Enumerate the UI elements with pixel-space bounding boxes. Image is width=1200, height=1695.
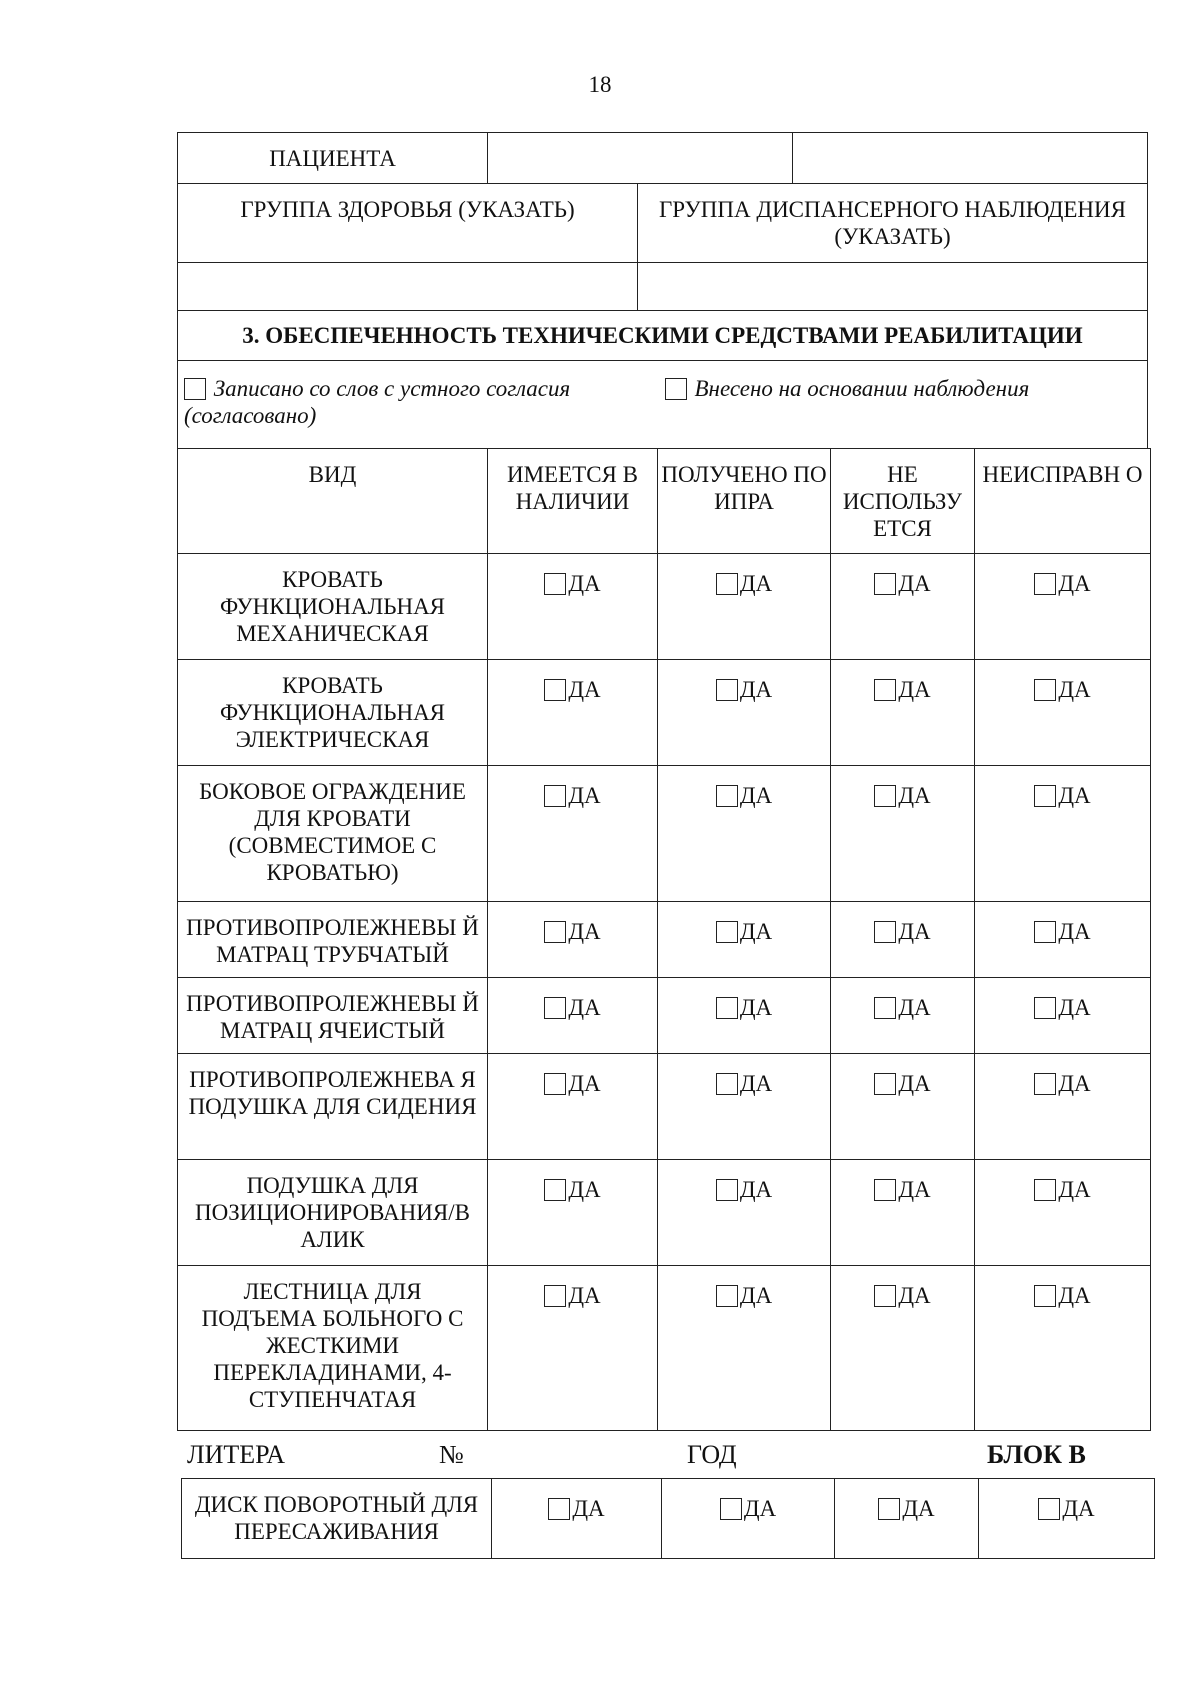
checkbox-received[interactable] xyxy=(716,921,738,943)
yes-label: ДА xyxy=(739,571,773,596)
cell-faulty xyxy=(975,660,1151,766)
consent-observation-checkbox[interactable] xyxy=(665,378,687,400)
yes-label: ДА xyxy=(898,1177,931,1202)
yes-label: ДА xyxy=(1058,677,1091,702)
col-kind: ВИД xyxy=(178,449,488,554)
checkbox-faulty[interactable] xyxy=(1034,921,1056,943)
checkbox-received[interactable] xyxy=(716,1179,738,1201)
cell-available xyxy=(488,1160,658,1266)
checkbox-faulty[interactable] xyxy=(1034,1285,1056,1307)
cell-received xyxy=(658,1054,831,1160)
patient-field-2[interactable] xyxy=(793,133,1148,184)
yes-label: ДА xyxy=(739,995,773,1020)
yes-label: ДА xyxy=(1058,919,1091,944)
yes-label: ДА xyxy=(898,677,931,702)
checkbox-available[interactable] xyxy=(544,997,566,1019)
yes-label: ДА xyxy=(898,995,931,1020)
checkbox-received[interactable] xyxy=(716,573,738,595)
yes-label: ДА xyxy=(1058,995,1091,1020)
patient-label: ПАЦИЕНТА xyxy=(178,133,488,184)
yes-label: ДА xyxy=(739,1071,773,1096)
yes-label: ДА xyxy=(1062,1496,1095,1521)
cell-received xyxy=(658,1266,831,1431)
yes-label: ДА xyxy=(1058,1177,1091,1202)
checkbox-available[interactable] xyxy=(544,921,566,943)
block-b-table xyxy=(181,1478,1155,1559)
checkbox-available[interactable] xyxy=(544,573,566,595)
rehab-row xyxy=(178,1160,1151,1266)
yes-label: ДА xyxy=(739,783,773,808)
yes-label: ДА xyxy=(898,1071,931,1096)
patient-info-table xyxy=(177,132,1148,449)
cell-faulty xyxy=(975,978,1151,1054)
cell-faulty xyxy=(975,1266,1151,1431)
yes-label: ДА xyxy=(568,783,601,808)
checkbox-received[interactable] xyxy=(716,679,738,701)
dispensary-group-field[interactable] xyxy=(638,263,1148,311)
cell-not-used xyxy=(831,902,975,978)
checkbox-available[interactable] xyxy=(544,1179,566,1201)
rehab-row xyxy=(178,554,1151,660)
cell-not-used xyxy=(831,554,975,660)
cell-available xyxy=(488,1266,658,1431)
checkbox-available[interactable] xyxy=(544,1285,566,1307)
cell-received xyxy=(658,1160,831,1266)
col-faulty: НЕИСПРАВН О xyxy=(975,449,1151,554)
rehab-item-name: ПРОТИВОПРОЛЕЖНЕВА Я ПОДУШКА ДЛЯ СИДЕНИЯ xyxy=(178,1054,488,1160)
cell-not-used xyxy=(831,1054,975,1160)
cell-not-used xyxy=(835,1479,979,1559)
cell-not-used xyxy=(831,978,975,1054)
block-label: БЛОК В xyxy=(987,1440,1086,1469)
rehab-item-name: ПРОТИВОПРОЛЕЖНЕВЫ Й МАТРАЦ ЯЧЕИСТЫЙ xyxy=(178,978,488,1054)
cell-not-used xyxy=(831,660,975,766)
cell-received xyxy=(658,902,831,978)
cell-available xyxy=(492,1479,662,1559)
rehab-row xyxy=(178,902,1151,978)
cell-faulty xyxy=(975,902,1151,978)
rehab-item-name: ПОДУШКА ДЛЯ ПОЗИЦИОНИРОВАНИЯ/В АЛИК xyxy=(178,1160,488,1266)
block-b-row xyxy=(182,1479,1155,1559)
cell-available xyxy=(488,766,658,902)
yes-label: ДА xyxy=(1058,783,1091,808)
checkbox-faulty[interactable] xyxy=(1034,785,1056,807)
yes-label: ДА xyxy=(572,1496,605,1521)
cell-available xyxy=(488,978,658,1054)
cell-faulty xyxy=(979,1479,1155,1559)
checkbox-not-used[interactable] xyxy=(874,679,896,701)
rehab-item-name: ЛЕСТНИЦА ДЛЯ ПОДЪЕМА БОЛЬНОГО С ЖЕСТКИМИ ПЕРЕКЛАДИНАМИ, 4-СТУПЕНЧАТАЯ xyxy=(178,1266,488,1431)
checkbox-received[interactable] xyxy=(716,785,738,807)
checkbox-not-used[interactable] xyxy=(874,997,896,1019)
footer-line xyxy=(187,1440,1152,1476)
checkbox-available[interactable] xyxy=(544,785,566,807)
consent-oral-label: Записано со слов с устного согласия xyxy=(213,376,571,401)
yes-label: ДА xyxy=(1058,571,1091,596)
yes-label: ДА xyxy=(568,571,601,596)
checkbox-received[interactable] xyxy=(720,1498,742,1520)
rehab-row xyxy=(178,1266,1151,1431)
cell-available xyxy=(488,1054,658,1160)
checkbox-not-used[interactable] xyxy=(874,573,896,595)
yes-label: ДА xyxy=(568,995,601,1020)
section-title: 3. ОБЕСПЕЧЕННОСТЬ ТЕХНИЧЕСКИМИ СРЕДСТВАМИ РЕАБИЛИТАЦИИ xyxy=(178,311,1148,361)
checkbox-not-used[interactable] xyxy=(878,1498,900,1520)
block-b-item-name: ДИСК ПОВОРОТНЫЙ ДЛЯ ПЕРЕСАЖИВАНИЯ xyxy=(182,1479,492,1559)
block-b-body xyxy=(182,1479,1155,1559)
cell-received xyxy=(662,1479,835,1559)
cell-not-used xyxy=(831,766,975,902)
cell-available xyxy=(488,902,658,978)
checkbox-not-used[interactable] xyxy=(874,1179,896,1201)
col-available: ИМЕЕТСЯ В НАЛИЧИИ xyxy=(488,449,658,554)
yes-label: ДА xyxy=(902,1496,935,1521)
yes-label: ДА xyxy=(1058,1071,1091,1096)
checkbox-faulty[interactable] xyxy=(1034,1073,1056,1095)
col-received: ПОЛУЧЕНО ПО ИПРА xyxy=(658,449,831,554)
rehab-item-name: ПРОТИВОПРОЛЕЖНЕВЫ Й МАТРАЦ ТРУБЧАТЫЙ xyxy=(178,902,488,978)
checkbox-faulty[interactable] xyxy=(1034,1179,1056,1201)
checkbox-available[interactable] xyxy=(544,1073,566,1095)
yes-label: ДА xyxy=(739,919,773,944)
yes-label: ДА xyxy=(898,919,931,944)
checkbox-faulty[interactable] xyxy=(1034,679,1056,701)
consent-observation-label: Внесено на основании наблюдения xyxy=(694,376,1030,401)
col-not-used: НЕ ИСПОЛЬЗУ ЕТСЯ xyxy=(831,449,975,554)
cell-faulty xyxy=(975,766,1151,902)
number-label: № xyxy=(439,1440,464,1469)
year-label: ГОД xyxy=(687,1440,737,1469)
checkbox-received[interactable] xyxy=(716,1073,738,1095)
cell-faulty xyxy=(975,554,1151,660)
yes-label: ДА xyxy=(568,1283,601,1308)
cell-received xyxy=(658,660,831,766)
rehab-row xyxy=(178,1054,1151,1160)
patient-field-1[interactable] xyxy=(488,133,793,184)
health-group-label: ГРУППА ЗДОРОВЬЯ (УКАЗАТЬ) xyxy=(178,184,638,263)
yes-label: ДА xyxy=(568,1177,601,1202)
checkbox-faulty[interactable] xyxy=(1034,573,1056,595)
rehab-item-name: КРОВАТЬ ФУНКЦИОНАЛЬНАЯ МЕХАНИЧЕСКАЯ xyxy=(178,554,488,660)
cell-not-used xyxy=(831,1160,975,1266)
checkbox-not-used[interactable] xyxy=(874,1073,896,1095)
rehab-row xyxy=(178,766,1151,902)
checkbox-received[interactable] xyxy=(716,1285,738,1307)
dispensary-group-label: ГРУППА ДИСПАНСЕРНОГО НАБЛЮДЕНИЯ (УКАЗАТЬ) xyxy=(638,184,1148,263)
checkbox-not-used[interactable] xyxy=(874,785,896,807)
yes-label: ДА xyxy=(739,1177,773,1202)
rehab-item-name: БОКОВОЕ ОГРАЖДЕНИЕ ДЛЯ КРОВАТИ (СОВМЕСТИМОЕ С КРОВАТЬЮ) xyxy=(178,766,488,902)
consent-oral-suffix: (согласовано) xyxy=(184,403,317,428)
yes-label: ДА xyxy=(568,1071,601,1096)
yes-label: ДА xyxy=(898,783,931,808)
rehab-row xyxy=(178,978,1151,1054)
cell-available xyxy=(488,660,658,766)
rehab-row xyxy=(178,660,1151,766)
checkbox-not-used[interactable] xyxy=(874,1285,896,1307)
rehab-means-table xyxy=(177,448,1151,1431)
rehab-item-name: КРОВАТЬ ФУНКЦИОНАЛЬНАЯ ЭЛЕКТРИЧЕСКАЯ xyxy=(178,660,488,766)
checkbox-available[interactable] xyxy=(544,679,566,701)
consent-row xyxy=(178,361,1148,449)
cell-received xyxy=(658,766,831,902)
cell-faulty xyxy=(975,1054,1151,1160)
yes-label: ДА xyxy=(743,1496,777,1521)
yes-label: ДА xyxy=(568,919,601,944)
yes-label: ДА xyxy=(898,1283,931,1308)
page-number: 18 xyxy=(588,72,612,97)
yes-label: ДА xyxy=(739,677,773,702)
checkbox-faulty[interactable] xyxy=(1034,997,1056,1019)
cell-faulty xyxy=(975,1160,1151,1266)
yes-label: ДА xyxy=(898,571,931,596)
checkbox-not-used[interactable] xyxy=(874,921,896,943)
yes-label: ДА xyxy=(1058,1283,1091,1308)
checkbox-available[interactable] xyxy=(548,1498,570,1520)
cell-received xyxy=(658,978,831,1054)
yes-label: ДА xyxy=(568,677,601,702)
cell-available xyxy=(488,554,658,660)
cell-received xyxy=(658,554,831,660)
health-group-field[interactable] xyxy=(178,263,638,311)
yes-label: ДА xyxy=(739,1283,773,1308)
checkbox-faulty[interactable] xyxy=(1038,1498,1060,1520)
cell-not-used xyxy=(831,1266,975,1431)
consent-oral-checkbox[interactable] xyxy=(184,378,206,400)
rows-body xyxy=(178,554,1151,1431)
litera-label: ЛИТЕРА xyxy=(187,1440,286,1469)
checkbox-received[interactable] xyxy=(716,997,738,1019)
